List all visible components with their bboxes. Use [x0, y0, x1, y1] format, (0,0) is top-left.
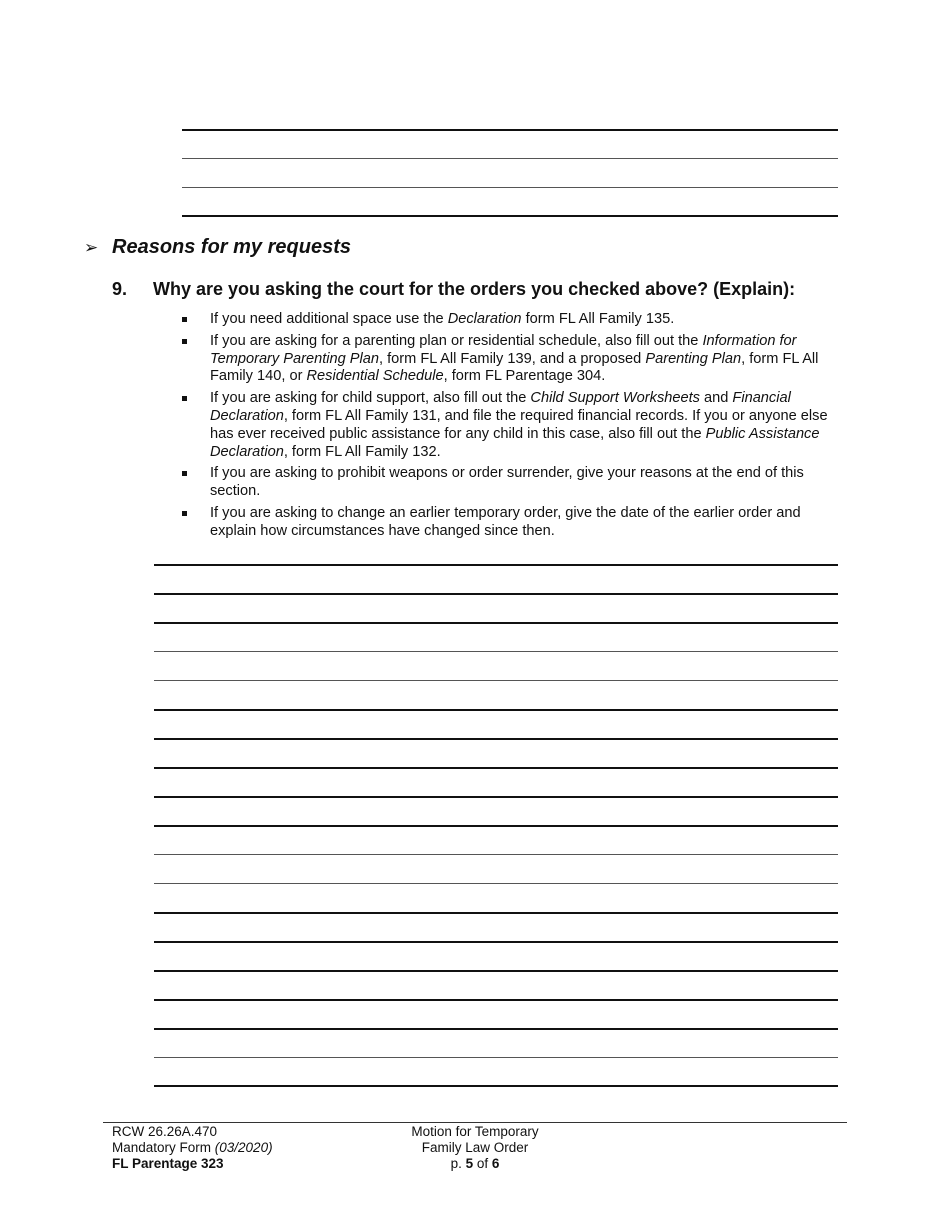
answer-line[interactable]: [154, 825, 838, 827]
answer-line[interactable]: [154, 651, 838, 652]
answer-line[interactable]: [154, 796, 838, 798]
instruction-list: [182, 311, 842, 545]
writing-line[interactable]: [182, 158, 838, 159]
bullet-square-icon: [182, 396, 187, 401]
section-heading: [84, 236, 351, 259]
answer-line[interactable]: [154, 622, 838, 624]
writing-line[interactable]: [182, 215, 838, 217]
footer-mandatory: Mandatory Form (03/2020): [112, 1140, 273, 1155]
instruction-item: If you need additional space use the Declaration form FL All Family 135.: [182, 311, 842, 329]
answer-line[interactable]: [154, 854, 838, 855]
answer-line[interactable]: [154, 1028, 838, 1030]
instruction-item: If you are asking to prohibit weapons or order surrender, give your reasons at the end of this section.: [182, 465, 842, 501]
answer-line[interactable]: [154, 593, 838, 595]
footer-form-title: Motion for Temporary Family Law Order p. 5 of 6: [375, 1124, 575, 1172]
bullet-square-icon: [182, 471, 187, 476]
instruction-item: If you are asking to change an earlier temporary order, give the date of the earlier order and explain how circumstances have changed since then.: [182, 505, 842, 541]
instruction-item: If you are asking for a parenting plan or residential schedule, also fill out the Information for Temporary Parenting Plan, form FL All Family 139, and a proposed Parenting Plan, form FL All Family 140, or Residential Schedule, form FL Parentage 304.: [182, 333, 842, 386]
question-text: Why are you asking the court for the orders you checked above? (Explain):: [153, 279, 796, 299]
question-number: 9.: [112, 279, 128, 299]
answer-line[interactable]: [154, 1057, 838, 1058]
bullet-square-icon: [182, 317, 187, 322]
footer-rcw: RCW 26.26A.470: [112, 1124, 218, 1139]
bullet-square-icon: [182, 511, 187, 516]
answer-line[interactable]: [154, 767, 838, 769]
arrow-right-icon: ➢: [84, 237, 99, 257]
answer-line[interactable]: [154, 709, 838, 711]
answer-line[interactable]: [154, 912, 838, 914]
writing-line[interactable]: [182, 129, 838, 131]
footer-divider: [103, 1122, 847, 1123]
answer-line[interactable]: [154, 999, 838, 1001]
answer-line[interactable]: [154, 564, 838, 566]
footer-form-id: FL Parentage 323: [112, 1156, 224, 1171]
answer-line[interactable]: [154, 738, 838, 740]
answer-line[interactable]: [154, 941, 838, 943]
answer-line[interactable]: [154, 970, 838, 972]
bullet-square-icon: [182, 339, 187, 344]
writing-line[interactable]: [182, 187, 838, 188]
section-title: Reasons for my requests: [112, 236, 351, 258]
answer-line[interactable]: [154, 680, 838, 681]
instruction-item: If you are asking for child support, also fill out the Child Support Worksheets and Financial Declaration, form FL All Family 131, and file the required financial records. If you or anyone else has ever received public assistance for any child in this case, also fill out the Public Assistance Declaration, form FL All Family 132.: [182, 390, 842, 461]
footer-form-info: [112, 1124, 273, 1172]
answer-line[interactable]: [154, 1085, 838, 1087]
answer-line[interactable]: [154, 883, 838, 884]
footer-page-number: p. 5 of 6: [450, 1156, 500, 1171]
